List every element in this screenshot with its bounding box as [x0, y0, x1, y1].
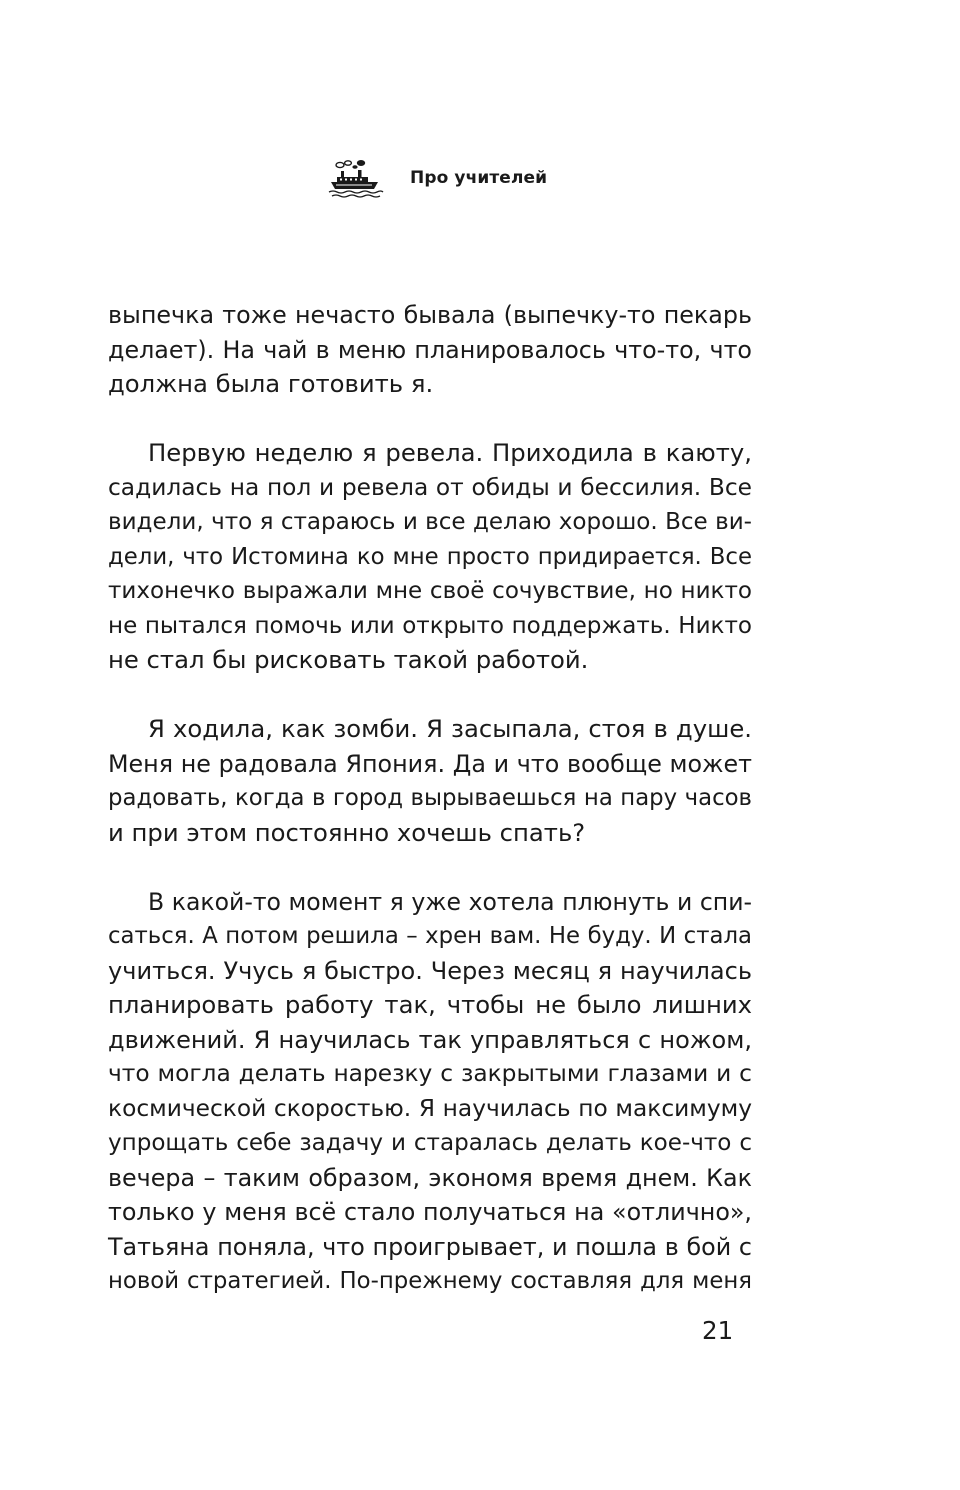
text-line: В какой-то момент я уже хотела плюнуть и спи-: [148, 887, 752, 916]
text-line: планировать работу так, чтобы не было лишних: [108, 990, 752, 1019]
paragraph: [108, 885, 752, 1299]
text-line: саться. А потом решила – хрен вам. Не буду. И стала: [108, 923, 752, 949]
text-line: не стал бы рисковать такой работой.: [108, 645, 589, 674]
text-line: Я ходила, как зомби. Я засыпала, стоя в душе.: [148, 714, 752, 743]
text-line: Первую неделю я ревела. Приходила в каюту,: [148, 438, 752, 467]
text-line: упрощать себе задачу и старалась делать кое-что с: [108, 1130, 752, 1156]
text-line: Меня не радовала Япония. Да и что вообще может: [108, 749, 752, 778]
body-text: [108, 298, 752, 1299]
text-line: тихонечко выражали мне своё сочувствие, но никто: [108, 578, 752, 604]
text-line: делает). На чай в меню планировалось что-то, что: [108, 335, 752, 364]
text-line: и при этом постоянно хочешь спать?: [108, 817, 586, 847]
ship-icon: [328, 158, 384, 198]
running-header: [328, 156, 547, 200]
text-line: космической скоростью. Я научилась по максимуму: [108, 1094, 752, 1122]
text-line: дели, что Истомина ко мне просто придирается. Все: [108, 543, 752, 570]
text-line: только у меня всё стало получаться на «отлично»,: [108, 1198, 752, 1226]
text-line: не пытался помочь или открыто поддержать. Никто: [108, 612, 752, 639]
paragraph: [108, 298, 752, 402]
text-line: выпечка тоже нечасто бывала (выпечку-то пекарь: [108, 301, 752, 329]
text-line: должна была готовить я.: [108, 369, 434, 398]
text-line: новой стратегией. По-прежнему составляя для меня: [108, 1268, 752, 1294]
text-line: Татьяна поняла, что проигрывает, и пошла в бой с: [108, 1232, 752, 1261]
text-line: садилась на пол и ревела от обиды и бессилия. Все: [108, 473, 752, 501]
text-line: видели, что я стараюсь и все делаю хорошо. Все ви-: [108, 509, 752, 535]
text-line: радовать, когда в город вырываешься на пару часов: [108, 785, 752, 811]
text-line: что могла делать нарезку с закрытыми глазами и с: [108, 1060, 752, 1087]
text-line: вечера – таким образом, экономя время днем. Как: [108, 1163, 752, 1192]
text-line: учиться. Учусь я быстро. Через месяц я научилась: [108, 956, 752, 985]
paragraph: [108, 436, 752, 678]
paragraph: [108, 712, 752, 850]
page-number: 21: [702, 1316, 734, 1345]
text-line: движений. Я научилась так управляться с ножом,: [108, 1025, 752, 1054]
running-header-title: Про учителей: [410, 168, 548, 188]
